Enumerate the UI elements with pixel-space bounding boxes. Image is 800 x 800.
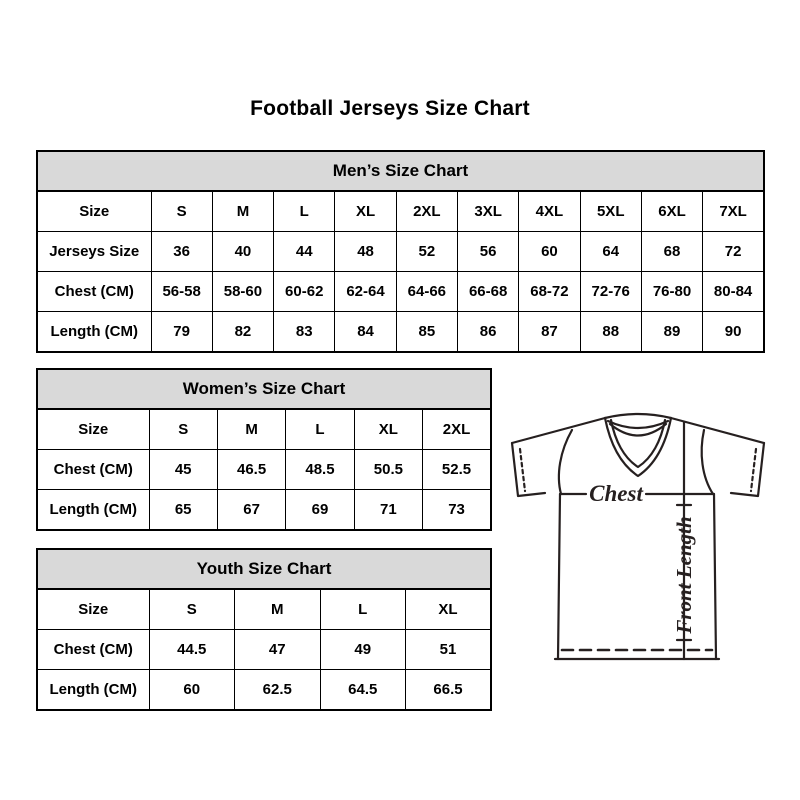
value-cell: 82 [212, 312, 273, 353]
row-header-cell: Length (CM) [37, 312, 151, 353]
value-cell: 48.5 [286, 450, 354, 490]
value-cell: 65 [149, 490, 217, 531]
value-cell: 68 [641, 232, 702, 272]
table-title-row [37, 151, 764, 191]
value-cell: L [286, 409, 354, 450]
jersey-back-collar-curve-1 [608, 421, 668, 428]
value-cell: 85 [396, 312, 457, 353]
value-cell: XL [335, 191, 396, 232]
value-cell: 90 [703, 312, 764, 353]
value-cell: S [149, 589, 235, 630]
value-cell: 58-60 [212, 272, 273, 312]
value-cell: 64-66 [396, 272, 457, 312]
value-cell: 50.5 [354, 450, 422, 490]
value-cell: 7XL [703, 191, 764, 232]
value-cell: 47 [235, 630, 321, 670]
value-cell: 52 [396, 232, 457, 272]
value-cell: 72-76 [580, 272, 641, 312]
table-row [37, 450, 491, 490]
jersey-right-armhole-seam [702, 430, 713, 494]
value-cell: 89 [641, 312, 702, 353]
table-row [37, 670, 491, 711]
value-cell: 66-68 [457, 272, 518, 312]
value-cell: 60 [149, 670, 235, 711]
value-cell: 60-62 [274, 272, 335, 312]
row-header-cell: Size [37, 589, 149, 630]
value-cell: XL [354, 409, 422, 450]
youth-size-chart-table [36, 548, 492, 711]
table-row [37, 312, 764, 353]
table-row [37, 232, 764, 272]
value-cell: 79 [151, 312, 212, 353]
value-cell: M [217, 409, 285, 450]
table-row [37, 490, 491, 531]
value-cell: 64.5 [320, 670, 406, 711]
value-cell: 69 [286, 490, 354, 531]
value-cell: 2XL [396, 191, 457, 232]
mens-table-title: Men’s Size Chart [37, 151, 764, 191]
value-cell: 80-84 [703, 272, 764, 312]
table-title-row [37, 369, 491, 409]
jersey-collar-top-edge [605, 414, 671, 418]
table-row [37, 272, 764, 312]
value-cell: M [235, 589, 321, 630]
value-cell: 64 [580, 232, 641, 272]
value-cell: 60 [519, 232, 580, 272]
row-header-cell: Length (CM) [37, 490, 149, 531]
row-header-cell: Size [37, 409, 149, 450]
jersey-body-right-side [714, 494, 716, 659]
value-cell: 49 [320, 630, 406, 670]
value-cell: 2XL [423, 409, 491, 450]
front-length-label: Front Length [672, 516, 696, 634]
row-header-cell: Jerseys Size [37, 232, 151, 272]
row-header-cell: Chest (CM) [37, 272, 151, 312]
jersey-left-cuff-stitch-line [520, 449, 525, 491]
jersey-right-sleeve-outline [731, 443, 764, 496]
value-cell: L [320, 589, 406, 630]
value-cell: 87 [519, 312, 580, 353]
value-cell: 62.5 [235, 670, 321, 711]
value-cell: 84 [335, 312, 396, 353]
value-cell: S [149, 409, 217, 450]
value-cell: 71 [354, 490, 422, 531]
jersey-diagram-svg [498, 403, 798, 683]
value-cell: 73 [423, 490, 491, 531]
womens-size-chart-table [36, 368, 492, 531]
value-cell: 88 [580, 312, 641, 353]
value-cell: 86 [457, 312, 518, 353]
value-cell: 72 [703, 232, 764, 272]
table-row [37, 589, 491, 630]
value-cell: 45 [149, 450, 217, 490]
table-title-row [37, 549, 491, 589]
row-header-cell: Length (CM) [37, 670, 149, 711]
value-cell: 76-80 [641, 272, 702, 312]
youth-table-title: Youth Size Chart [37, 549, 491, 589]
value-cell: 68-72 [519, 272, 580, 312]
table-row [37, 630, 491, 670]
value-cell: 6XL [641, 191, 702, 232]
value-cell: 36 [151, 232, 212, 272]
jersey-measurement-diagram [498, 403, 798, 683]
row-header-cell: Size [37, 191, 151, 232]
value-cell: S [151, 191, 212, 232]
value-cell: 66.5 [406, 670, 492, 711]
value-cell: 40 [212, 232, 273, 272]
value-cell: 44.5 [149, 630, 235, 670]
value-cell: 51 [406, 630, 492, 670]
table-row [37, 409, 491, 450]
mens-size-chart-table [36, 150, 765, 353]
value-cell: 46.5 [217, 450, 285, 490]
value-cell: 5XL [580, 191, 641, 232]
value-cell: 48 [335, 232, 396, 272]
jersey-left-shoulder-line [512, 418, 605, 443]
jersey-right-cuff-stitch-line [751, 449, 756, 491]
jersey-body-left-side [558, 494, 560, 659]
value-cell: M [212, 191, 273, 232]
womens-table-title: Women’s Size Chart [37, 369, 491, 409]
table-row [37, 191, 764, 232]
page-title: Football Jerseys Size Chart [250, 97, 530, 120]
value-cell: 52.5 [423, 450, 491, 490]
value-cell: 62-64 [335, 272, 396, 312]
row-header-cell: Chest (CM) [37, 450, 149, 490]
row-header-cell: Chest (CM) [37, 630, 149, 670]
value-cell: 56 [457, 232, 518, 272]
jersey-left-armhole-seam [559, 430, 572, 494]
value-cell: 3XL [457, 191, 518, 232]
value-cell: L [274, 191, 335, 232]
value-cell: 56-58 [151, 272, 212, 312]
value-cell: 44 [274, 232, 335, 272]
value-cell: 83 [274, 312, 335, 353]
chest-label: Chest [589, 481, 643, 506]
jersey-left-sleeve-outline [512, 443, 545, 496]
value-cell: 67 [217, 490, 285, 531]
value-cell: 4XL [519, 191, 580, 232]
value-cell: XL [406, 589, 492, 630]
